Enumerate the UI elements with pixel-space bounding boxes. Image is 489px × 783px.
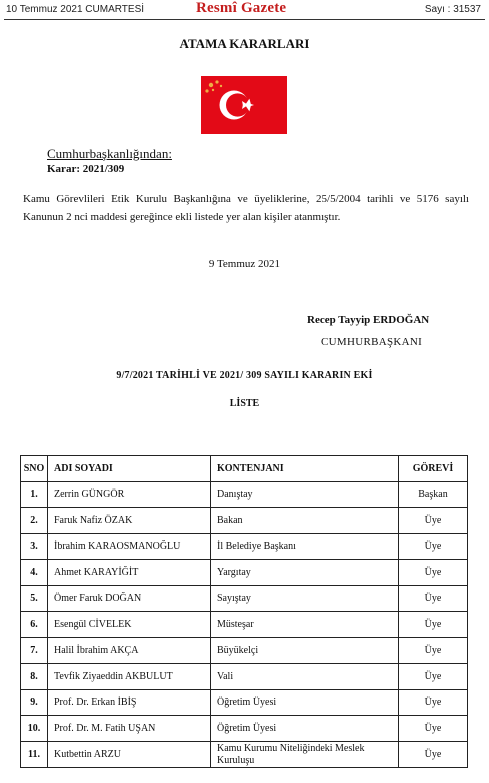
table-header-row bbox=[21, 456, 468, 482]
decision-body: Kamu Görevlileri Etik Kurulu Başkanlığına ve üyeliklerine, 25/5/2004 tarihli ve 5176 sayılı Kanunun 2 nci maddesi gereğince ekli listede yer alan kişiler atanmıştır. bbox=[23, 193, 469, 223]
row-sno: 8. bbox=[21, 664, 48, 690]
row-role: Üye bbox=[399, 690, 468, 716]
row-name: Prof. Dr. M. Fatih UŞAN bbox=[48, 716, 211, 742]
row-role: Üye bbox=[399, 664, 468, 690]
row-sno: 11. bbox=[21, 742, 48, 768]
table-row bbox=[21, 664, 468, 690]
row-quota: Öğretim Üyesi bbox=[211, 716, 399, 742]
table-row bbox=[21, 534, 468, 560]
row-role: Üye bbox=[399, 612, 468, 638]
row-sno: 9. bbox=[21, 690, 48, 716]
turkish-flag-icon bbox=[201, 76, 287, 134]
row-sno: 1. bbox=[21, 482, 48, 508]
row-name: Ömer Faruk DOĞAN bbox=[48, 586, 211, 612]
appointments-table bbox=[20, 455, 468, 768]
decision-number: Karar: 2021/309 bbox=[47, 163, 125, 175]
table-row bbox=[21, 482, 468, 508]
col-header-name: ADI SOYADI bbox=[48, 456, 211, 482]
row-name: Faruk Nafiz ÖZAK bbox=[48, 508, 211, 534]
gazette-header bbox=[0, 0, 489, 20]
row-quota: Öğretim Üyesi bbox=[211, 690, 399, 716]
annex-title: 9/7/2021 TARİHLİ VE 2021/ 309 SAYILI KARARIN EKİ bbox=[116, 370, 373, 381]
row-sno: 10. bbox=[21, 716, 48, 742]
table-row bbox=[21, 560, 468, 586]
row-name: Prof. Dr. Erkan İBİŞ bbox=[48, 690, 211, 716]
row-name: Zerrin GÜNGÖR bbox=[48, 482, 211, 508]
decision-date: 9 Temmuz 2021 bbox=[208, 258, 281, 270]
row-sno: 7. bbox=[21, 638, 48, 664]
row-quota: Kamu Kurumu Niteliğindeki Meslek Kuruluşu bbox=[211, 742, 399, 768]
row-quota: Sayıştay bbox=[211, 586, 399, 612]
row-quota: Büyükelçi bbox=[211, 638, 399, 664]
list-title: LİSTE bbox=[229, 398, 260, 409]
row-name: Kutbettin ARZU bbox=[48, 742, 211, 768]
row-quota: Müsteşar bbox=[211, 612, 399, 638]
row-quota: Danıştay bbox=[211, 482, 399, 508]
row-quota: Yargıtay bbox=[211, 560, 399, 586]
row-name: İbrahim KARAOSMANOĞLU bbox=[48, 534, 211, 560]
row-sno: 5. bbox=[21, 586, 48, 612]
gazette-title: Resmî Gazete bbox=[196, 0, 287, 16]
row-name: Esengül CİVELEK bbox=[48, 612, 211, 638]
row-name: Halil İbrahim AKÇA bbox=[48, 638, 211, 664]
issue-number: Sayı : 31537 bbox=[424, 4, 481, 15]
issue-date: 10 Temmuz 2021 CUMARTESİ bbox=[6, 4, 145, 15]
row-sno: 2. bbox=[21, 508, 48, 534]
row-name: Ahmet KARAYİĞİT bbox=[48, 560, 211, 586]
row-role: Üye bbox=[399, 716, 468, 742]
row-role: Üye bbox=[399, 586, 468, 612]
row-role: Üye bbox=[399, 638, 468, 664]
table-row bbox=[21, 716, 468, 742]
row-role: Üye bbox=[399, 508, 468, 534]
row-quota: Vali bbox=[211, 664, 399, 690]
signatory-title: CUMHURBAŞKANI bbox=[321, 336, 423, 348]
section-heading: ATAMA KARARLARI bbox=[179, 36, 310, 51]
row-role: Başkan bbox=[399, 482, 468, 508]
row-sno: 4. bbox=[21, 560, 48, 586]
row-role: Üye bbox=[399, 560, 468, 586]
table-row bbox=[21, 742, 468, 768]
col-header-quota: KONTENJANI bbox=[211, 456, 399, 482]
table-row bbox=[21, 586, 468, 612]
row-quota: Bakan bbox=[211, 508, 399, 534]
row-role: Üye bbox=[399, 742, 468, 768]
table-row bbox=[21, 638, 468, 664]
table-row bbox=[21, 612, 468, 638]
signatory-name: Recep Tayyip ERDOĞAN bbox=[307, 314, 430, 326]
col-header-sno: SNO bbox=[21, 456, 48, 482]
row-name: Tevfik Ziyaeddin AKBULUT bbox=[48, 664, 211, 690]
row-sno: 3. bbox=[21, 534, 48, 560]
row-quota: İl Belediye Başkanı bbox=[211, 534, 399, 560]
col-header-role: GÖREVİ bbox=[399, 456, 468, 482]
table-row bbox=[21, 690, 468, 716]
row-role: Üye bbox=[399, 534, 468, 560]
table-row bbox=[21, 508, 468, 534]
header-divider bbox=[4, 19, 485, 20]
row-sno: 6. bbox=[21, 612, 48, 638]
issuing-authority: Cumhurbaşkanlığından: bbox=[47, 146, 172, 161]
